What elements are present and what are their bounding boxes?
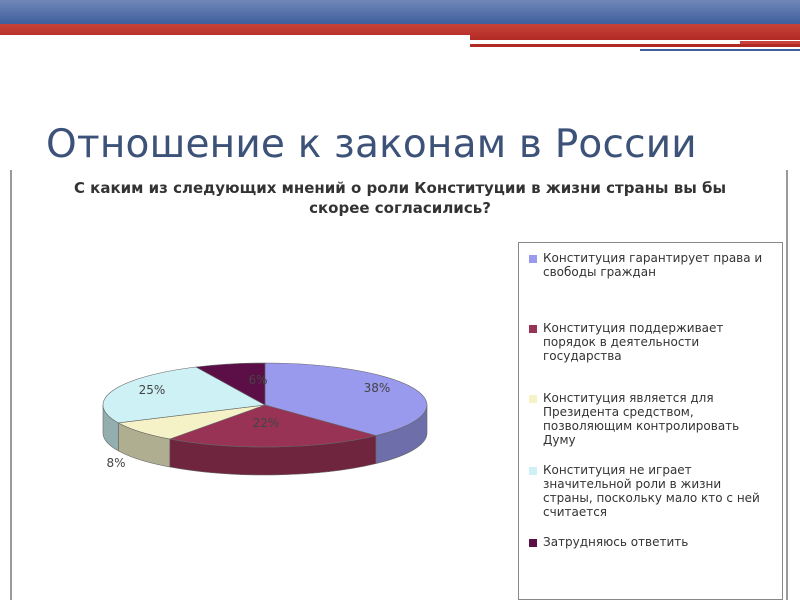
legend-swatch — [529, 395, 537, 403]
data-label: 6% — [248, 373, 268, 387]
chart-legend — [518, 242, 783, 600]
data-label: 25% — [138, 383, 166, 397]
header-stripe — [470, 44, 800, 47]
pie-chart — [80, 350, 460, 490]
legend-swatch — [529, 467, 537, 475]
data-label: 8% — [106, 456, 126, 470]
legend-label: Конституция поддерживает порядок в деятельности государства — [543, 321, 724, 363]
legend-swatch — [529, 325, 537, 333]
header-stripe — [640, 49, 800, 51]
legend-label: Конституция не играет значительной роли в жизни страны, поскольку мало кто с ней считается — [543, 463, 760, 519]
slide-title: Отношение к законам в России — [46, 122, 697, 167]
legend-label: Затрудняюсь ответить — [543, 535, 689, 549]
legend-label: Конституция является для Президента средством, позволяющим контролировать Думу — [543, 391, 740, 447]
data-label: 38% — [363, 381, 391, 395]
data-label: 22% — [252, 416, 280, 430]
legend-swatch — [529, 539, 537, 547]
legend-swatch — [529, 255, 537, 263]
header-stripe — [740, 41, 800, 44]
chart-title: С каким из следующих мнений о роли Конституции в жизни страны вы бы скорее согласились? — [73, 179, 727, 217]
header-band-blue — [0, 0, 800, 24]
header-notch — [0, 35, 470, 45]
legend-label: Конституция гарантирует права и свободы граждан — [543, 251, 763, 279]
